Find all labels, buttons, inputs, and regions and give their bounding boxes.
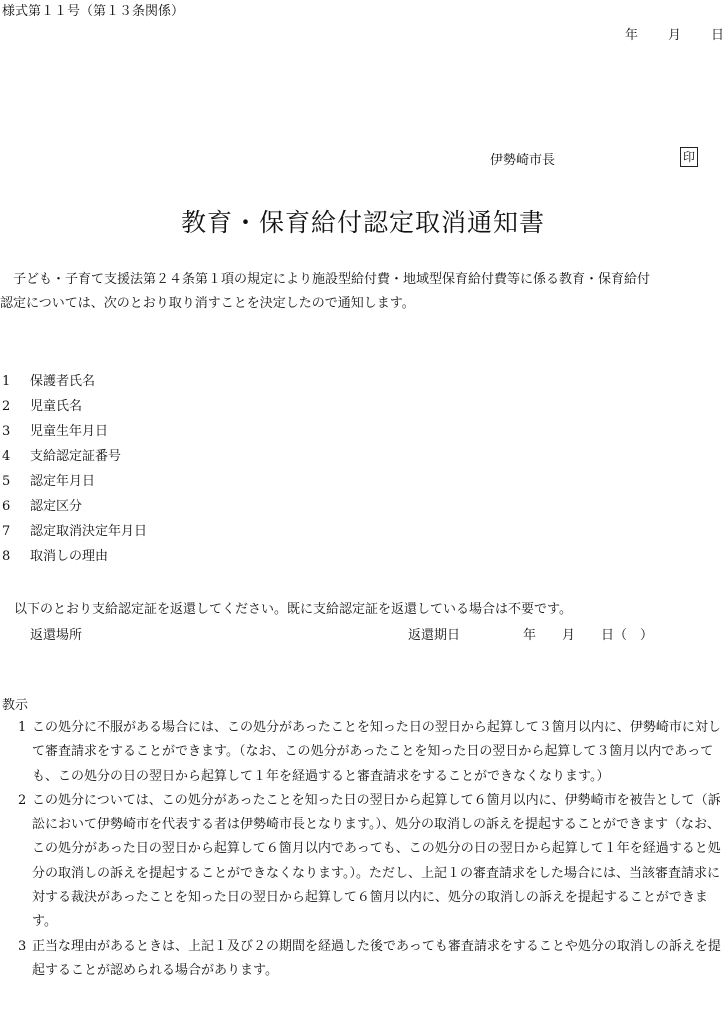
item-list <box>2 372 147 572</box>
intro-line: 認定については、次のとおり取り消すことを決定したので通知します。 <box>0 296 415 311</box>
item-label: 児童氏名 <box>30 399 83 414</box>
teaching-section <box>0 716 722 983</box>
issuer-name: 伊勢崎市長 <box>490 153 556 168</box>
item-label: 認定取消決定年月日 <box>30 524 148 539</box>
teaching-item-number: 3 <box>18 938 27 954</box>
item-number: 5 <box>2 474 11 489</box>
item-number: 3 <box>2 424 11 439</box>
list-item <box>2 422 147 447</box>
item-number: 8 <box>2 549 11 564</box>
item-label: 認定年月日 <box>30 474 96 489</box>
teaching-item <box>0 935 722 984</box>
teaching-item-text: この処分については、この処分があったことを知った日の翌日から起算して６箇月以内に、伊勢崎市を被告として（訴訟において伊勢崎市を代表する者は伊勢崎市長となります。）、処分の取消しの訴えを提起することができます（なお、この処分があった日の翌日から起算して６箇月以内であっても、この処分の日の翌日から起算して１年を経過すると処分の取消しの訴えを提起することができなくなります。）。ただし、上記１の審査請求をした場合には、当該審査請求に対する裁決があったことを知った日の翌日から起算して６箇月以内に、処分の取消しの訴えを提起することができます。 <box>32 792 721 930</box>
date-day: 日 <box>711 28 725 43</box>
return-place-label: 返還場所 <box>30 628 83 643</box>
item-label: 保護者氏名 <box>30 374 96 389</box>
intro-line: 子ども・子育て支援法第２４条第１項の規定により施設型給付費・地域型保育給付費等に係る教育・保育給付 <box>0 272 651 287</box>
date-month: 月 <box>668 28 682 43</box>
teaching-item-text: この処分に不服がある場合には、この処分があったことを知った日の翌日から起算して３箇月以内に、伊勢崎市に対して審査請求をすることができます。（なお、この処分があったことを知った日の翌日から起算して３箇月以内であっても、この処分の日の翌日から起算して１年を経過すると審査請求をすることができなくなります。） <box>32 720 721 784</box>
item-number: 1 <box>2 374 11 389</box>
intro-paragraph <box>0 268 726 316</box>
item-number: 4 <box>2 449 11 464</box>
teaching-heading: 教示 <box>2 698 29 713</box>
teaching-item <box>0 716 722 789</box>
list-item <box>2 472 147 497</box>
teaching-item <box>0 789 722 935</box>
item-number: 2 <box>2 399 11 414</box>
list-item <box>2 397 147 422</box>
list-item <box>2 497 147 522</box>
return-note: 以下のとおり支給認定証を返還してください。既に支給認定証を返還している場合は不要です。 <box>14 602 572 617</box>
item-number: 7 <box>2 524 11 539</box>
form-number: 様式第１１号（第１３条関係） <box>2 4 185 19</box>
issue-date <box>625 24 724 43</box>
item-number: 6 <box>2 499 11 514</box>
item-label: 支給認定証番号 <box>30 449 122 464</box>
list-item <box>2 522 147 547</box>
date-year: 年 <box>625 28 639 43</box>
item-label: 児童生年月日 <box>30 424 109 439</box>
return-date: 年 月 日（ ） <box>523 628 654 643</box>
return-due-label: 返還期日 <box>408 628 461 643</box>
list-item <box>2 372 147 397</box>
teaching-item-number: 2 <box>18 792 27 808</box>
document-title: 教育・保育給付認定取消通知書 <box>180 208 545 237</box>
teaching-item-text: 正当な理由があるときは、上記１及び２の期間を経過した後であっても審査請求をすることや処分の取消しの訴えを提起することが認められる場合があります。 <box>32 938 721 978</box>
item-label: 認定区分 <box>30 499 83 514</box>
list-item <box>2 547 147 572</box>
item-label: 取消しの理由 <box>30 549 109 564</box>
teaching-item-number: 1 <box>18 720 27 735</box>
list-item <box>2 447 147 472</box>
seal-box: 印 <box>680 147 698 167</box>
